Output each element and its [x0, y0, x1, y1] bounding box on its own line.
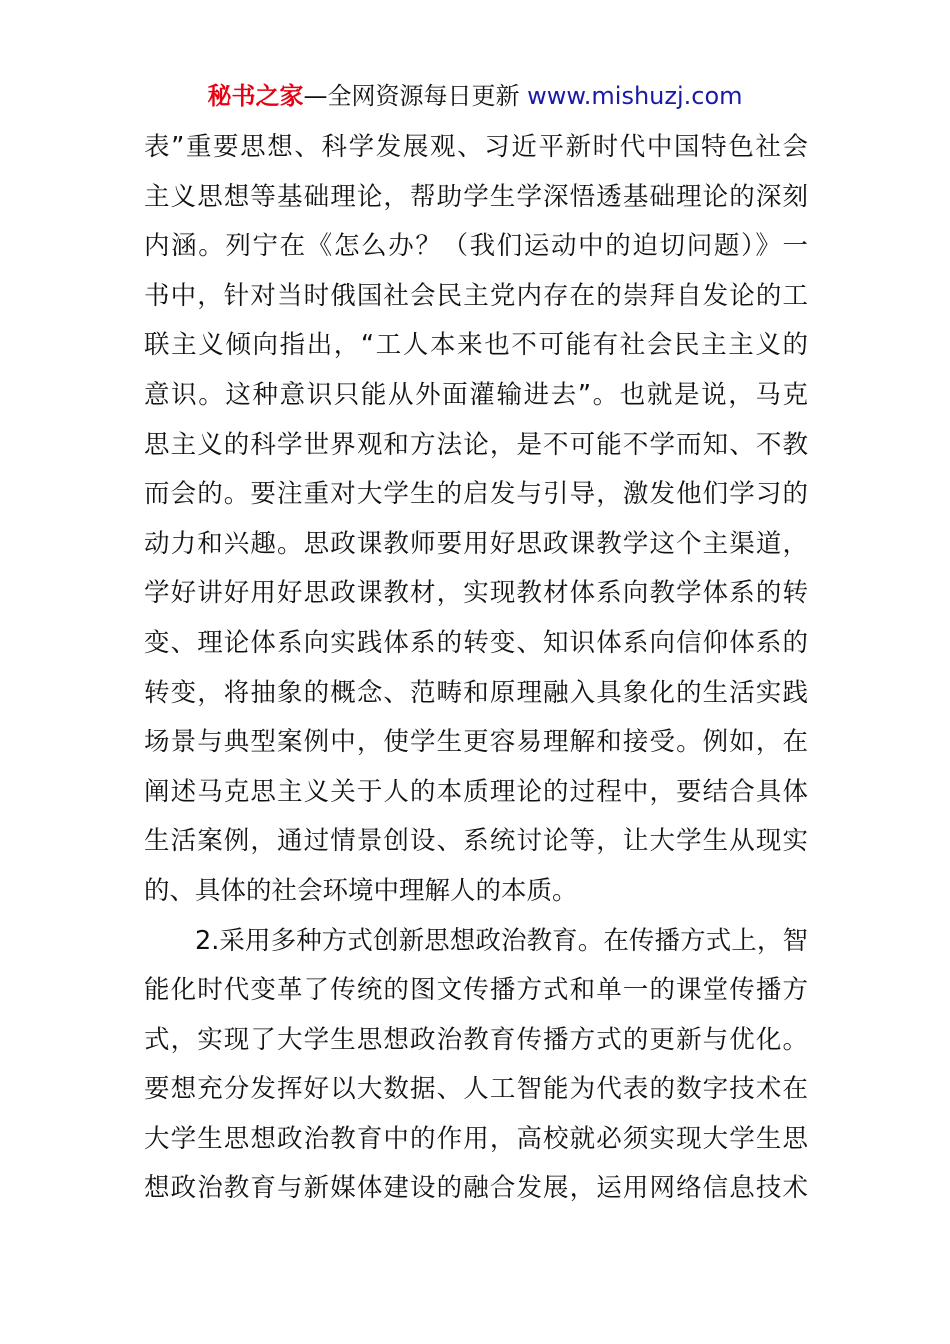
text-line: 想政治教育与新媒体建设的融合发展，运用网络信息技术	[144, 1173, 808, 1204]
text-line: 学好讲好用好思政课教材，实现教材体系向教学体系的转	[144, 578, 808, 609]
text-line: 式，实现了大学生思想政治教育传播方式的更新与优化。	[144, 1024, 808, 1055]
text-line: 生活案例，通过情景创设、系统讨论等，让大学生从现实	[144, 826, 808, 857]
text-line: 表”重要思想、科学发展观、习近平新时代中国特色社会	[144, 132, 808, 162]
text-line: 主义思想等基础理论，帮助学生学深悟透基础理论的深刻	[144, 181, 808, 212]
site-header	[0, 80, 950, 112]
text-line: 阐述马克思主义关于人的本质理论的过程中，要结合具体	[144, 776, 808, 807]
text-line: 大学生思想政治教育中的作用，高校就必须实现大学生思	[144, 1123, 808, 1154]
document-body	[144, 123, 808, 1214]
site-url-link[interactable]: www.mishuzj.com	[527, 82, 743, 110]
text-line: 变、理论体系向实践体系的转变、知识体系向信仰体系的	[144, 627, 808, 658]
text-line: 书中，针对当时俄国社会民主党内存在的崇拜自发论的工	[144, 280, 808, 311]
site-brand: 秘书之家	[207, 82, 304, 110]
text-line: 内涵。列宁在《怎么办？（我们运动中的迫切问题）》一	[144, 231, 808, 262]
section-heading-line: 2.采用多种方式创新思想政治教育。在传播方式上，智	[195, 925, 808, 956]
text-line: 而会的。要注重对大学生的启发与引导，激发他们学习的	[144, 479, 808, 510]
text-line: 转变，将抽象的概念、范畴和原理融入具象化的生活实践	[144, 677, 808, 708]
text-line: 要想充分发挥好以大数据、人工智能为代表的数字技术在	[144, 1074, 808, 1105]
paragraph-end-line: 的、具体的社会环境中理解人的本质。	[144, 875, 578, 906]
text-line: 思主义的科学世界观和方法论，是不可能不学而知、不教	[144, 429, 808, 460]
text-line: 动力和兴趣。思政课教师要用好思政课教学这个主渠道，	[144, 528, 808, 559]
text-line: 联主义倾向指出，“工人本来也不可能有社会民主主义的	[144, 330, 808, 361]
text-line: 场景与典型案例中，使学生更容易理解和接受。例如，在	[144, 727, 808, 758]
text-line: 意识。这种意识只能从外面灌输进去”。也就是说，马克	[144, 379, 808, 410]
site-tagline: —全网资源每日更新	[303, 82, 528, 110]
text-line: 能化时代变革了传统的图文传播方式和单一的课堂传播方	[144, 975, 808, 1006]
